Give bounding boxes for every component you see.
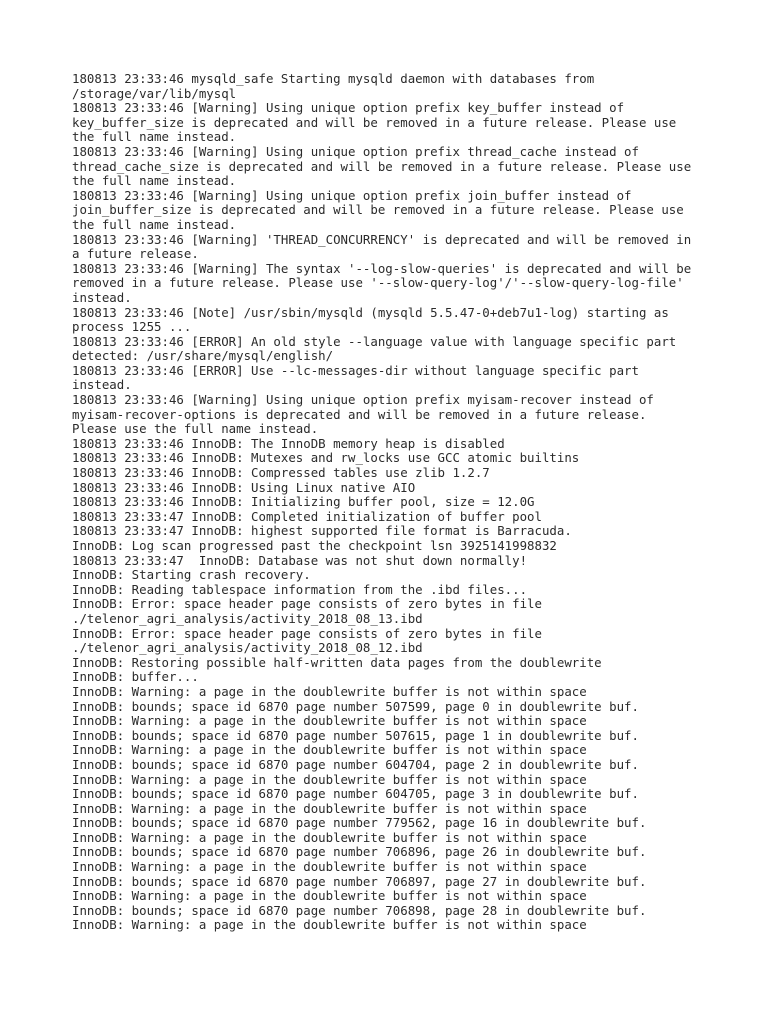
log-line: 180813 23:33:46 [Warning] 'THREAD_CONCURRENCY' is deprecated and will be removed in	[72, 231, 692, 247]
log-line: InnoDB: bounds; space id 6870 page number 706898, page 28 in doublewrite buf.	[72, 902, 647, 918]
log-line: InnoDB: bounds; space id 6870 page number 604704, page 2 in doublewrite buf.	[72, 756, 639, 772]
log-line: InnoDB: Warning: a page in the doublewrite buffer is not within space	[72, 713, 587, 729]
log-line: InnoDB: Warning: a page in the doublewrite buffer is not within space	[72, 800, 587, 816]
log-line: InnoDB: Warning: a page in the doublewrite buffer is not within space	[72, 683, 587, 699]
log-line: InnoDB: bounds; space id 6870 page number 507615, page 1 in doublewrite buf.	[72, 727, 639, 743]
log-line: InnoDB: Starting crash recovery.	[72, 567, 311, 583]
log-line: 180813 23:33:47 InnoDB: highest supported file format is Barracuda.	[72, 523, 572, 539]
log-line: 180813 23:33:46 [Warning] Using unique option prefix myisam-recover instead of	[72, 392, 654, 408]
log-line: InnoDB: Warning: a page in the doublewrite buffer is not within space	[72, 829, 587, 845]
log-line: instead.	[72, 289, 132, 305]
log-line: InnoDB: Log scan progressed past the checkpoint lsn 3925141998832	[72, 538, 557, 553]
log-line: thread_cache_size is deprecated and will be removed in a future release. Please use	[72, 158, 692, 174]
log-line: myisam-recover-options is deprecated and will be removed in a future release.	[72, 406, 647, 422]
log-line: 180813 23:33:46 [Warning] Using unique option prefix key_buffer instead of	[72, 100, 625, 116]
log-line: the full name instead.	[72, 216, 237, 232]
log-line: 180813 23:33:46 [Warning] The syntax '--log-slow-queries' is deprecated and will be	[72, 260, 692, 276]
log-line: instead.	[72, 377, 132, 393]
log-line: the full name instead.	[72, 173, 237, 189]
log-line: 180813 23:33:46 [ERROR] An old style --language value with language specific part	[72, 333, 677, 349]
log-line: process 1255 ...	[72, 319, 192, 335]
log-line: 180813 23:33:46 [Note] /usr/sbin/mysqld (mysqld 5.5.47-0+deb7u1-log) starting as	[72, 304, 669, 320]
log-line: join_buffer_size is deprecated and will be removed in a future release. Please use	[72, 202, 684, 218]
log-line: InnoDB: Warning: a page in the doublewrite buffer is not within space	[72, 888, 587, 904]
log-line: InnoDB: bounds; space id 6870 page number 706896, page 26 in doublewrite buf.	[72, 844, 647, 860]
log-line: InnoDB: bounds; space id 6870 page number 604705, page 3 in doublewrite buf.	[72, 786, 639, 802]
log-line: a future release.	[72, 246, 199, 262]
log-line: InnoDB: bounds; space id 6870 page number 706897, page 27 in doublewrite buf.	[72, 873, 647, 889]
log-line: InnoDB: Error: space header page consists of zero bytes in file	[72, 596, 542, 612]
log-line: InnoDB: Reading tablespace information from the .ibd files...	[72, 581, 528, 597]
log-line: /storage/var/lib/mysql	[72, 85, 237, 101]
log-line: 180813 23:33:46 InnoDB: The InnoDB memory heap is disabled	[72, 435, 505, 451]
log-line: InnoDB: Warning: a page in the doublewrite buffer is not within space	[72, 917, 587, 933]
log-line: InnoDB: Restoring possible half-written data pages from the doublewrite	[72, 654, 602, 670]
log-line: InnoDB: Error: space header page consists of zero bytes in file	[72, 625, 542, 641]
log-document	[72, 72, 712, 933]
log-line: InnoDB: buffer...	[72, 669, 199, 685]
log-line: InnoDB: bounds; space id 6870 page number 507599, page 0 in doublewrite buf.	[72, 698, 639, 714]
log-line: Please use the full name instead.	[72, 421, 319, 437]
log-line: InnoDB: Warning: a page in the doublewrite buffer is not within space	[72, 771, 587, 787]
log-line: key_buffer_size is deprecated and will be removed in a future release. Please use	[72, 114, 677, 130]
log-line: the full name instead.	[72, 129, 237, 145]
log-line: InnoDB: Warning: a page in the doublewrite buffer is not within space	[72, 742, 587, 758]
log-line: InnoDB: Warning: a page in the doublewrite buffer is not within space	[72, 859, 587, 875]
log-line: 180813 23:33:46 InnoDB: Mutexes and rw_locks use GCC atomic builtins	[72, 450, 580, 466]
log-line: ./telenor_agri_analysis/activity_2018_08_12.ibd	[72, 640, 423, 656]
log-line: ./telenor_agri_analysis/activity_2018_08_13.ibd	[72, 610, 423, 626]
log-line: 180813 23:33:46 mysqld_safe Starting mysqld daemon with databases from	[72, 71, 595, 86]
log-line: 180813 23:33:47 InnoDB: Completed initialization of buffer pool	[72, 508, 542, 524]
log-line: removed in a future release. Please use '--slow-query-log'/'--slow-query-log-file'	[72, 275, 684, 291]
log-line: detected: /usr/share/mysql/english/	[72, 348, 334, 364]
log-line: InnoDB: bounds; space id 6870 page number 779562, page 16 in doublewrite buf.	[72, 815, 647, 831]
log-line: 180813 23:33:47 InnoDB: Database was not shut down normally!	[72, 552, 528, 568]
log-line: 180813 23:33:46 [Warning] Using unique option prefix join_buffer instead of	[72, 187, 632, 203]
log-line: 180813 23:33:46 InnoDB: Using Linux native AIO	[72, 479, 416, 495]
log-line: 180813 23:33:46 InnoDB: Initializing buffer pool, size = 12.0G	[72, 494, 535, 510]
log-line: 180813 23:33:46 InnoDB: Compressed tables use zlib 1.2.7	[72, 465, 490, 481]
log-line: 180813 23:33:46 [ERROR] Use --lc-messages-dir without language specific part	[72, 362, 639, 378]
log-line: 180813 23:33:46 [Warning] Using unique option prefix thread_cache instead of	[72, 143, 639, 159]
